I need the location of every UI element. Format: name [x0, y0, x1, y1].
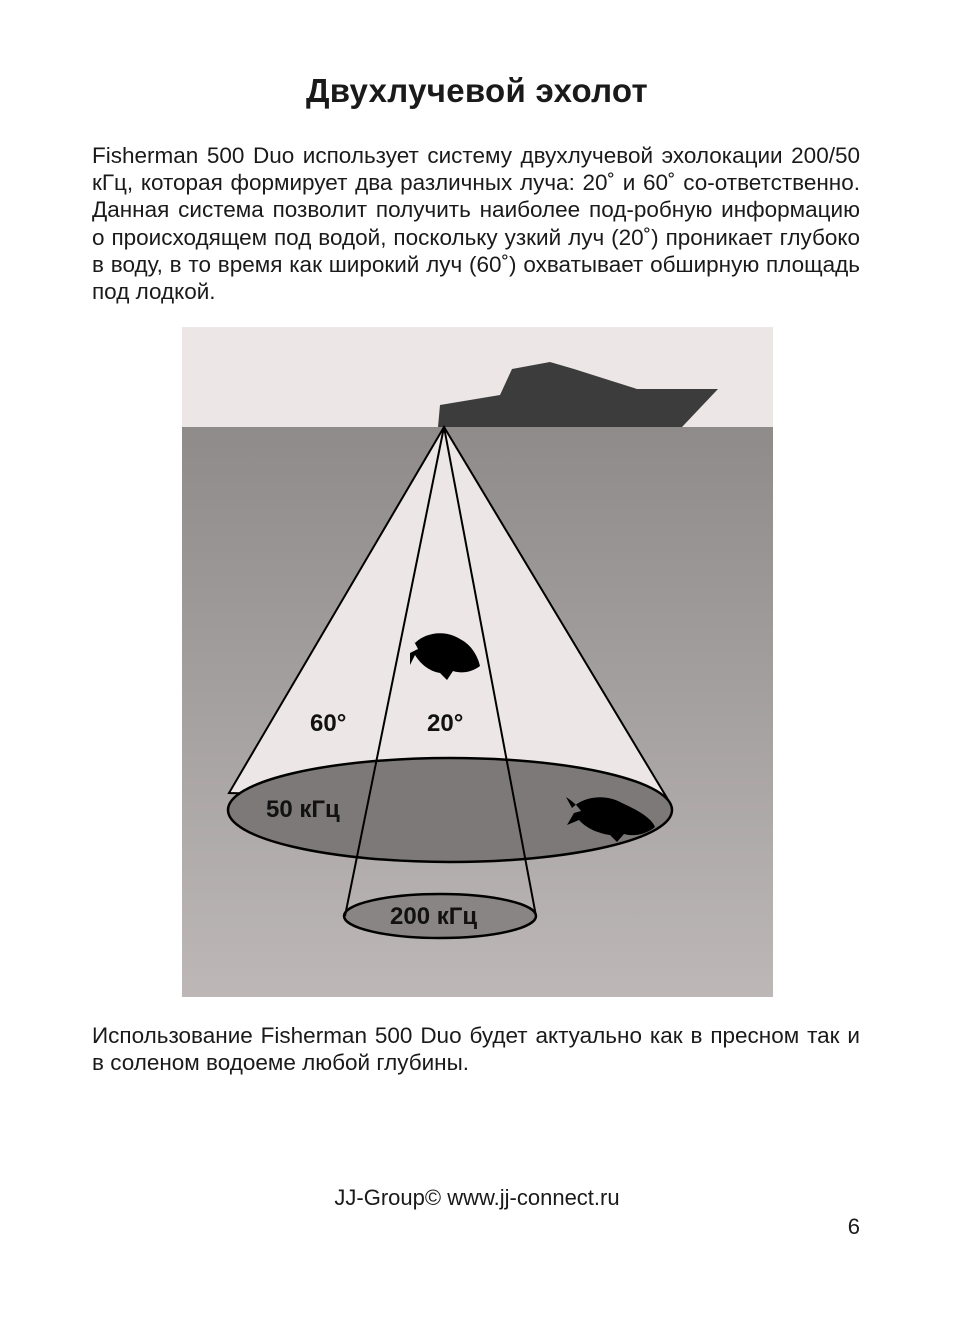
intro-paragraph: Fisherman 500 Duo использует систему двухлучевой эхолокации 200/50 кГц, которая формирует два различных луча: 20˚ и 60˚ со-ответственно. Данная система позволит получить наиболее под-робную информацию о происходящем под водой, поскольку узкий луч (20˚) проникает глубоко в воду, в то время как широкий луч (60˚) охватывает обширную площадь под лодкой.	[92, 143, 860, 305]
page-title: Двухлучевой эхолот	[305, 72, 649, 109]
narrow-beam-angle-label: 20°	[427, 710, 464, 737]
narrow-beam-frequency-label: 200 кГц	[390, 903, 478, 930]
wide-beam-angle-label: 60°	[310, 710, 347, 737]
wide-beam-frequency-label: 50 кГц	[266, 796, 340, 823]
closing-paragraph: Использование Fisherman 500 Duo будет актуально как в пресном так и в соленом водоеме любой глубины.	[92, 1023, 860, 1076]
page-number: 6	[847, 1214, 860, 1239]
footer-copyright: JJ-Group© www.jj-connect.ru	[334, 1185, 620, 1210]
dual-beam-diagram	[182, 327, 773, 997]
